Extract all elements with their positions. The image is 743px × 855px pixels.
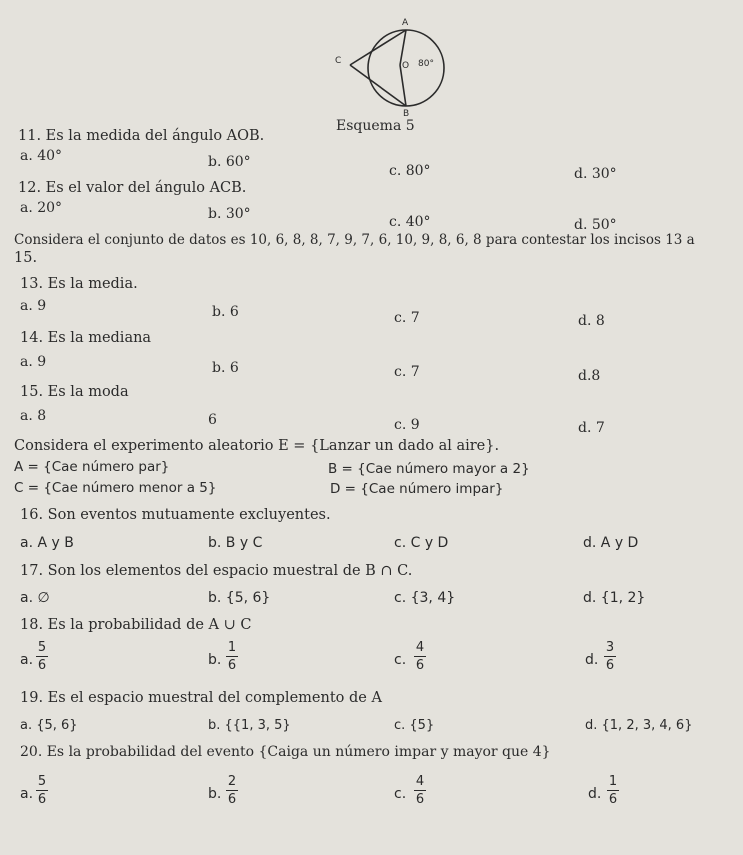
denominator: 6	[227, 792, 237, 807]
q19-text: 19. Es el espacio muestral del complemento de A	[20, 690, 382, 706]
q14-option-b[interactable]: b. 6	[212, 360, 239, 376]
denominator: 6	[415, 792, 425, 807]
numerator: 5	[37, 774, 47, 789]
set-b-definition: B = {Cae número mayor a 2}	[328, 461, 530, 477]
experiment-instruction: Considera el experimento aleatorio E = {Lanzar un dado al aire}.	[14, 438, 500, 454]
q20-option-c-label[interactable]: c.	[394, 786, 407, 802]
q14-option-a[interactable]: a. 9	[20, 354, 47, 370]
q20-option-a-fraction[interactable]	[36, 774, 48, 807]
q20-option-d-fraction[interactable]	[607, 774, 619, 807]
set-c-definition: C = {Cae número menor a 5}	[14, 480, 217, 496]
q11-option-a[interactable]: a. 40°	[20, 148, 63, 164]
q15-option-c[interactable]: c. 9	[394, 417, 420, 433]
q18-option-c-label[interactable]: c.	[394, 652, 407, 668]
q18-option-b-fraction[interactable]	[226, 640, 238, 673]
q17-option-a[interactable]: a. ∅	[20, 590, 50, 606]
q15-option-a[interactable]: a. 8	[20, 408, 47, 424]
q18-option-d-fraction[interactable]	[604, 640, 616, 673]
denominator: 6	[608, 792, 618, 807]
q12-option-b[interactable]: b. 30°	[208, 206, 251, 222]
numerator: 4	[415, 640, 425, 655]
dataset-instruction: Considera el conjunto de datos es 10, 6, 8, 8, 7, 9, 7, 6, 10, 9, 8, 6, 8 para contestar los incisos 13 a	[14, 232, 695, 248]
q11-option-b[interactable]: b. 60°	[208, 154, 251, 170]
label-a: A	[402, 18, 409, 28]
q17-text: 17. Son los elementos del espacio muestral de B ∩ C.	[20, 563, 413, 579]
q17-option-d[interactable]: d. {1, 2}	[583, 590, 646, 606]
q19-option-b[interactable]: b. {{1, 3, 5}	[208, 718, 291, 733]
q19-option-d[interactable]: d. {1, 2, 3, 4, 6}	[585, 718, 693, 733]
q15-option-b[interactable]: 6	[208, 412, 217, 428]
q20-option-c-fraction[interactable]	[414, 774, 426, 807]
label-c: C	[335, 56, 342, 66]
q12-text: 12. Es el valor del ángulo ACB.	[18, 180, 247, 196]
numerator: 3	[605, 640, 615, 655]
q13-option-b[interactable]: b. 6	[212, 304, 239, 320]
diagram-caption: Esquema 5	[336, 118, 415, 134]
q20-option-a-label[interactable]: a.	[20, 786, 34, 802]
dataset-instruction-cont: 15.	[14, 250, 38, 266]
q13-option-c[interactable]: c. 7	[394, 310, 420, 326]
q14-option-d[interactable]: d.8	[578, 368, 601, 384]
q16-option-d[interactable]: d. A y D	[583, 535, 639, 551]
q18-text: 18. Es la probabilidad de A ∪ C	[20, 617, 252, 633]
q20-text: 20. Es la probabilidad del evento {Caiga un número impar y mayor que 4}	[20, 744, 551, 760]
q16-option-c[interactable]: c. C y D	[394, 535, 449, 551]
set-d-definition: D = {Cae número impar}	[330, 481, 504, 497]
numerator: 1	[608, 774, 618, 789]
q19-option-a[interactable]: a. {5, 6}	[20, 718, 78, 733]
q18-option-a-label[interactable]: a.	[20, 652, 34, 668]
q12-option-d[interactable]: d. 50°	[574, 217, 617, 233]
q20-option-b-fraction[interactable]	[226, 774, 238, 807]
denominator: 6	[415, 658, 425, 673]
q13-option-a[interactable]: a. 9	[20, 298, 47, 314]
q13-text: 13. Es la media.	[20, 276, 138, 292]
q20-option-d-label[interactable]: d.	[588, 786, 602, 802]
q11-text: 11. Es la medida del ángulo AOB.	[18, 128, 265, 144]
angle-label: 80°	[418, 59, 434, 69]
q13-option-d[interactable]: d. 8	[578, 313, 605, 329]
q11-option-d[interactable]: d. 30°	[574, 166, 617, 182]
q14-text: 14. Es la mediana	[20, 330, 152, 346]
denominator: 6	[605, 658, 615, 673]
q18-option-b-label[interactable]: b.	[208, 652, 222, 668]
q14-option-c[interactable]: c. 7	[394, 364, 420, 380]
chord-ca	[350, 30, 406, 65]
q17-option-b[interactable]: b. {5, 6}	[208, 590, 271, 606]
q18-option-c-fraction[interactable]	[414, 640, 426, 673]
circle-diagram	[330, 10, 470, 118]
chord-cb	[350, 65, 406, 106]
q15-text: 15. Es la moda	[20, 384, 129, 400]
radius-oa	[400, 30, 406, 65]
set-a-definition: A = {Cae número par}	[14, 459, 170, 475]
numerator: 1	[227, 640, 237, 655]
q11-option-c[interactable]: c. 80°	[389, 163, 431, 179]
q16-option-a[interactable]: a. A y B	[20, 535, 74, 551]
numerator: 2	[227, 774, 237, 789]
q12-option-a[interactable]: a. 20°	[20, 200, 63, 216]
radius-ob	[400, 65, 406, 106]
q16-text: 16. Son eventos mutuamente excluyentes.	[20, 507, 331, 523]
numerator: 5	[37, 640, 47, 655]
q18-option-d-label[interactable]: d.	[585, 652, 599, 668]
denominator: 6	[37, 658, 47, 673]
q12-option-c[interactable]: c. 40°	[389, 214, 431, 230]
q18-option-a-fraction[interactable]	[36, 640, 48, 673]
q17-option-c[interactable]: c. {3, 4}	[394, 590, 456, 606]
denominator: 6	[37, 792, 47, 807]
label-o: O	[402, 61, 410, 71]
label-b: B	[403, 109, 410, 118]
numerator: 4	[415, 774, 425, 789]
q19-option-c[interactable]: c. {5}	[394, 718, 435, 733]
q16-option-b[interactable]: b. B y C	[208, 535, 263, 551]
q20-option-b-label[interactable]: b.	[208, 786, 222, 802]
denominator: 6	[227, 658, 237, 673]
q15-option-d[interactable]: d. 7	[578, 420, 605, 436]
